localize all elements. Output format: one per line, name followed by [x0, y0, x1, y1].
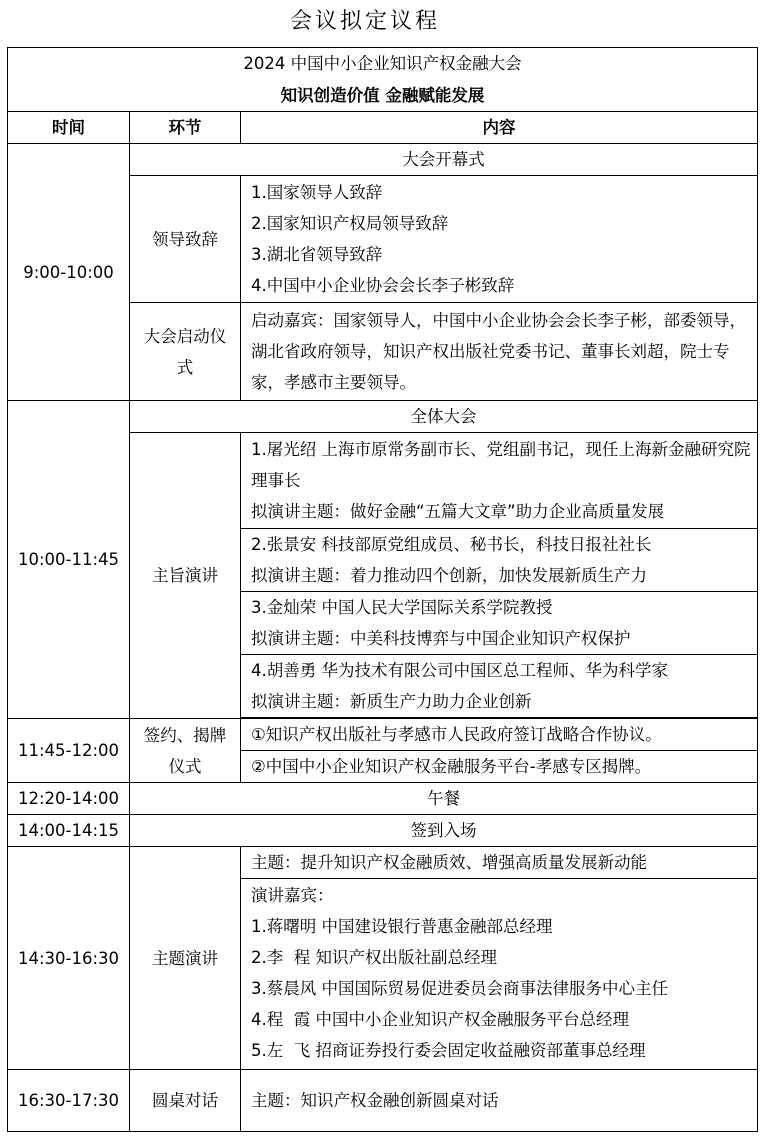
header-segment: 环节: [130, 112, 241, 144]
segment-label: 领导致辞: [130, 176, 241, 303]
label-line: 大会启动仪: [143, 326, 227, 346]
launch-guests: 启动嘉宾：国家领导人，中国中小企业协会会长李子彬，部委领导，湖北省政府领导，知识产权出版社党委书记、董事长刘超，院士专家，孝感市主要领导。: [241, 303, 758, 401]
talk-entry: [241, 529, 758, 592]
segment-label: 主题演讲: [130, 847, 241, 1070]
conference-title: 2024 中国中小企业知识产权金融大会: [8, 48, 758, 80]
time-cell: 14:30-16:30: [8, 847, 130, 1070]
talk-topic: 拟演讲主题：着力推动四个创新，加快发展新质生产力: [251, 566, 647, 585]
list-item: 4.中国中小企业协会会长李子彬致辞: [251, 276, 515, 295]
guest-list: [241, 879, 758, 1070]
document-title: 会议拟定议程: [289, 9, 440, 34]
talk-entry: [241, 433, 758, 529]
list-item: 1.国家领导人致辞: [251, 183, 383, 202]
time-cell: 11:45-12:00: [8, 719, 130, 783]
checkin-cell: 签到入场: [130, 815, 758, 847]
header-row: [8, 112, 758, 144]
segment-label: [130, 719, 241, 783]
segment-label: 主旨演讲: [130, 433, 241, 719]
time-cell: 16:30-17:30: [8, 1070, 130, 1132]
list-item: 4.程 霞 中国中小企业知识产权金融服务平台总经理: [251, 1010, 629, 1029]
agenda-table: [7, 47, 758, 1132]
list-item: 1.蒋曙明 中国建设银行普惠金融部总经理: [251, 917, 553, 936]
section-title: 大会开幕式: [130, 144, 758, 176]
theme-statement: 主题：提升知识产权金融质效、增强高质量发展新动能: [241, 847, 758, 879]
segment-label: [130, 303, 241, 401]
label-line: 签约、揭牌: [143, 725, 227, 745]
time-cell: 14:00-14:15: [8, 815, 130, 847]
talk-speaker: 3.金灿荣 中国人民大学国际关系学院教授: [251, 598, 553, 617]
signing-item: ②中国中小企业知识产权金融服务平台-孝感专区揭牌。: [241, 751, 758, 783]
lunch-cell: 午餐: [130, 783, 758, 815]
talk-topic: 拟演讲主题：新质生产力助力企业创新: [251, 692, 532, 711]
talk-speaker: 2.张景安 科技部原党组成员、秘书长，科技日报社社长: [251, 535, 652, 554]
list-item: 5.左 飞 招商证券投行委会固定收益融资部董事总经理: [251, 1041, 646, 1060]
list-item: 3.蔡晨风 中国国际贸易促进委员会商事法律服务中心主任: [251, 979, 668, 998]
roundtable-topic: 主题：知识产权金融创新圆桌对话: [241, 1070, 758, 1132]
time-cell: 12:20-14:00: [8, 783, 130, 815]
conference-theme: 知识创造价值 金融赋能发展: [8, 80, 758, 112]
talk-topic: 拟演讲主题：中美科技博弈与中国企业知识产权保护: [251, 629, 631, 648]
time-cell: 9:00-10:00: [8, 144, 130, 401]
speech-list: [241, 176, 758, 303]
list-item: 2.国家知识产权局领导致辞: [251, 214, 449, 233]
talk-topic: 拟演讲主题：做好金融“五篇大文章”助力企业高质量发展: [251, 502, 665, 521]
talk-entry: [241, 655, 758, 718]
talk-entry: [241, 592, 758, 655]
label-line: 式: [176, 357, 194, 377]
segment-label: 圆桌对话: [130, 1070, 241, 1132]
talk-speaker: 4.胡善勇 华为技术有限公司中国区总工程师、华为科学家: [251, 661, 668, 680]
guests-label: 演讲嘉宾：: [251, 886, 334, 905]
header-content: 内容: [241, 112, 758, 144]
list-item: 2.李 程 知识产权出版社副总经理: [251, 948, 497, 967]
time-cell: 10:00-11:45: [8, 401, 130, 719]
talk-speaker: 1.屠光绍 上海市原常务副市长、党组副书记，现任上海新金融研究院理事长: [251, 440, 751, 490]
signing-item: ①知识产权出版社与孝感市人民政府签订战略合作协议。: [241, 719, 758, 751]
label-line: 仪式: [168, 756, 202, 776]
list-item: 3.湖北省领导致辞: [251, 245, 383, 264]
header-time: 时间: [8, 112, 130, 144]
section-title: 全体大会: [130, 401, 758, 433]
